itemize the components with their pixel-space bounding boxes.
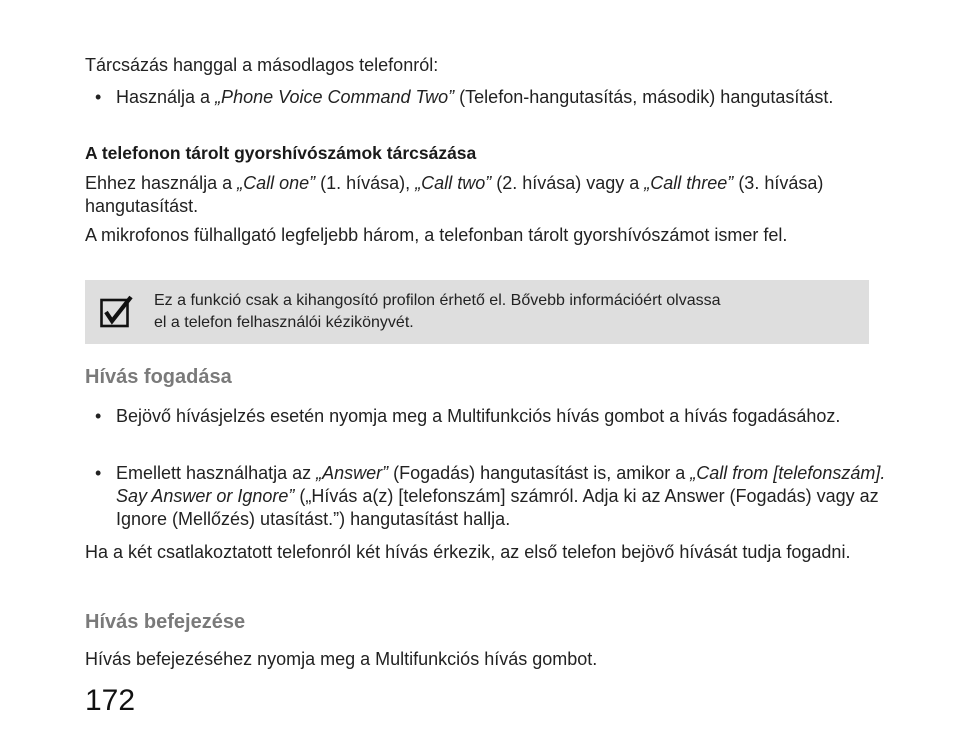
page-number: 172: [85, 684, 136, 717]
list-item: • Használja a „Phone Voice Command Two” (Telefon-hangutasítás, második) hangutasítást.: [95, 87, 834, 107]
speed-dial-paragraph: Ehhez használja a „Call one” (1. hívása), „Call two” (2. hívása) vagy a „Call three” (3. hívása) hangutasítást.: [85, 173, 824, 216]
section-title-call-answer: Hívás fogadása: [85, 366, 232, 388]
bullet-icon: •: [95, 463, 102, 483]
bullet-icon: •: [95, 87, 102, 107]
list-item: • Bejövő hívásjelzés esetén nyomja meg a Multifunkciós hívás gombot a hívás fogadásához.: [95, 406, 841, 426]
call-end-paragraph: Hívás befejezéséhez nyomja meg a Multifunkciós hívás gombot.: [85, 649, 598, 669]
two-calls-paragraph: Ha a két csatlakoztatott telefonról két hívás érkezik, az első telefon bejövő hívását tudja fogadni.: [85, 542, 851, 562]
intro-text: Tárcsázás hanggal a másodlagos telefonról:: [85, 55, 439, 75]
note-text: Ez a funkció csak a kihangosító profilon érhető el. Bővebb információért olvassa el a telefon felhasználói kézikönyvét.: [154, 292, 721, 331]
checkbox-check-icon: [100, 295, 133, 328]
list-item: • Emellett használhatja az „Answer” (Fogadás) hangutasítást is, amikor a „Call from [telefonszám]. Say Answer or Ignore” („Hívás a(z) [telefonszám] számról. Adja ki az Answer (Fogadás) vagy az Ignore (Mellőzés) utasítást.”) hangutasítást hallja.: [95, 463, 886, 529]
speed-dial-heading: A telefonon tárolt gyorshívószámok tárcsázása: [85, 143, 477, 163]
note-box: [85, 280, 869, 344]
speed-dial-limit-paragraph: A mikrofonos fülhallgató legfeljebb három, a telefonban tárolt gyorshívószámot ismer fel.: [85, 225, 788, 245]
bullet-icon: •: [95, 406, 102, 426]
section-title-call-end: Hívás befejezése: [85, 611, 246, 633]
